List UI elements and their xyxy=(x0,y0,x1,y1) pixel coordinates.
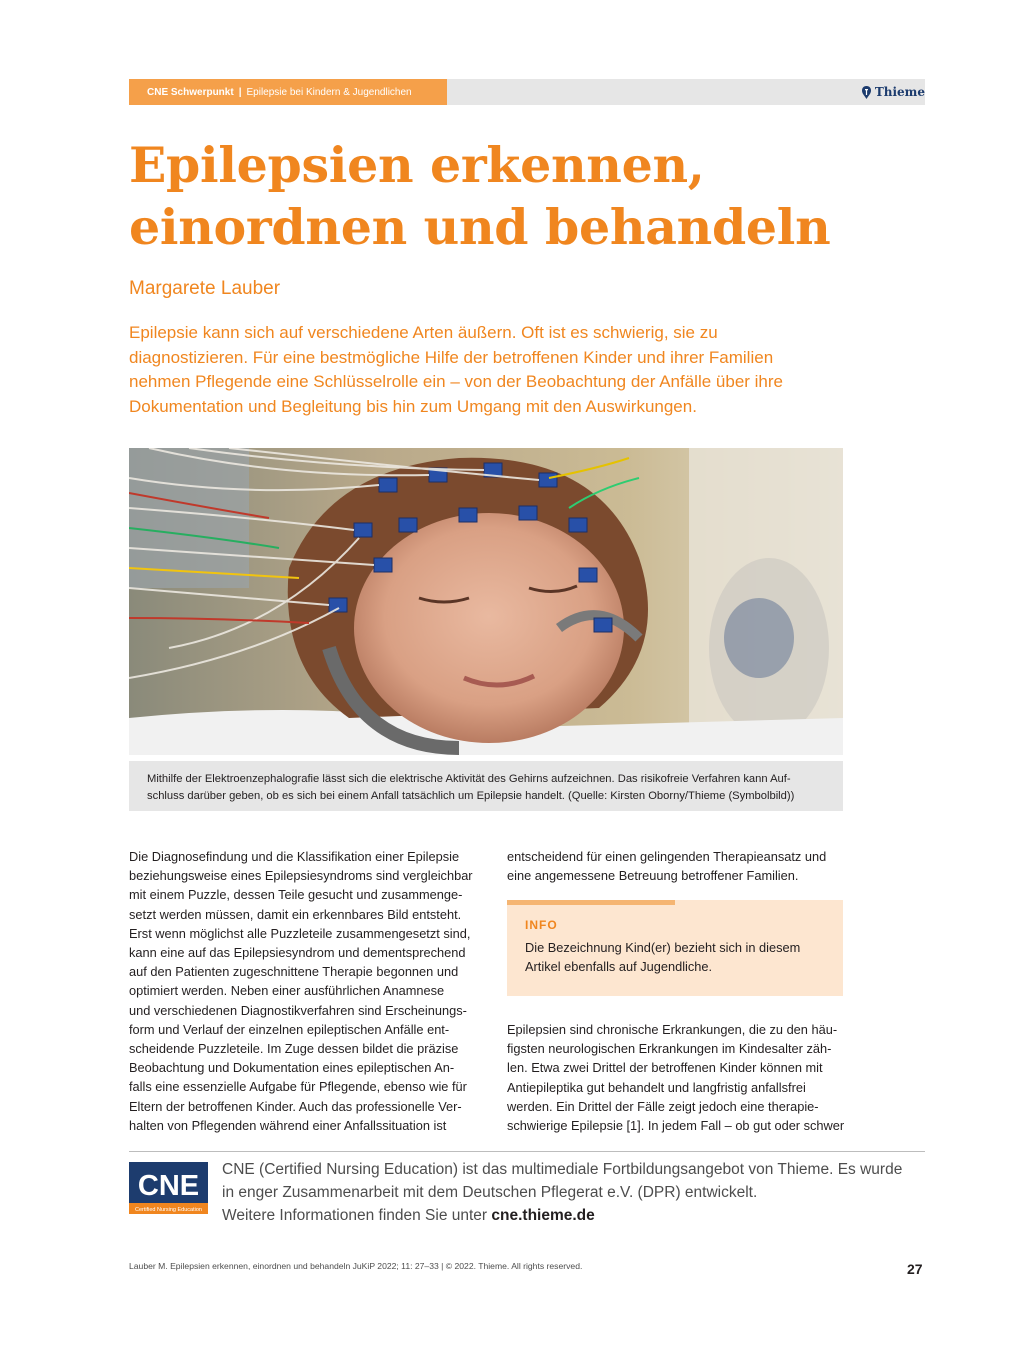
body-line: Erst wenn möglichst alle Puzzleteile zusammengesetzt sind, xyxy=(129,925,471,941)
info-box-accent-rule xyxy=(507,900,675,905)
body-line: Eltern der betroffenen Kinder. Auch das professionelle Ver- xyxy=(129,1098,462,1114)
thieme-logo-icon xyxy=(861,86,872,99)
body-line: schwierige Epilepsie [1]. In jedem Fall – ob gut oder schwer xyxy=(507,1118,845,1134)
footer-divider xyxy=(129,1151,925,1152)
title-line: Epilepsien erkennen, xyxy=(129,136,705,194)
body-line: eine angemessene Betreuung betroffener Familien. xyxy=(507,868,799,884)
section-topic: Epilepsie bei Kindern & Jugendlichen xyxy=(246,86,412,98)
body-line: Epilepsien sind chronische Erkrankungen, die zu den häu- xyxy=(507,1022,838,1037)
body-column-right-bottom xyxy=(507,1020,847,1135)
figure-caption xyxy=(129,761,843,811)
body-column-right-top xyxy=(507,847,847,885)
body-line: setzt werden müssen, damit ein erkennbares Bild entsteht. xyxy=(129,906,462,922)
info-text xyxy=(525,938,800,976)
cne-website-link[interactable]: cne.thieme.de xyxy=(491,1207,595,1224)
body-line: kann eine auf das Epilepsiesyndrom und dementsprechend xyxy=(129,945,466,961)
cne-logo xyxy=(129,1162,208,1214)
body-line: Antiepileptika gut behandelt und langfristig anfallsfrei xyxy=(507,1079,806,1095)
body-line: und verschiedenen Diagnostikverfahren sind Erscheinungs- xyxy=(129,1002,467,1018)
title-line: einordnen und behandeln xyxy=(129,198,831,256)
cne-line-prefix: Weitere Informationen finden Sie unter xyxy=(222,1207,492,1224)
thieme-brand xyxy=(861,79,925,105)
info-label: INFO xyxy=(525,918,558,932)
info-line: Artikel ebenfalls auf Jugendliche. xyxy=(525,959,713,975)
body-column-left xyxy=(129,847,473,1135)
section-separator: | xyxy=(238,86,242,98)
caption-line: Mithilfe der Elektroenzephalografie lässt sich die elektrische Aktivität des Gehirns aufzeichnen. Das risikofreie Verfahren kann Auf- xyxy=(147,773,791,785)
lead-paragraph xyxy=(129,321,849,420)
cne-line: in enger Zusammenarbeit mit dem Deutschen Pflegerat e.V. (DPR) entwickelt. xyxy=(222,1184,758,1201)
lead-line: nehmen Pflegende eine Schlüsselrolle ein – von der Beobachtung der Anfälle über ihre xyxy=(129,372,784,392)
brand-name: Thieme xyxy=(874,85,925,99)
article-title xyxy=(129,134,909,258)
body-line: werden. Ein Drittel der Fälle zeigt jedoch eine therapie- xyxy=(507,1098,819,1114)
body-line: form und Verlauf der einzelnen epileptischen Anfälle ent- xyxy=(129,1021,450,1037)
lead-line: Epilepsie kann sich auf verschiedene Arten äußern. Oft ist es schwierig, sie zu xyxy=(129,323,718,342)
cne-line: CNE (Certified Nursing Education) ist das multimediale Fortbildungsangebot von Thieme. Es wurde xyxy=(222,1161,903,1178)
eeg-photo xyxy=(129,448,843,755)
body-line: auf den Patienten zugeschnittene Therapie begonnen und xyxy=(129,964,459,980)
body-line: mit einem Puzzle, dessen Teile gesucht und zusammenge- xyxy=(129,887,463,903)
cne-description xyxy=(222,1158,922,1227)
lead-line: diagnostizieren. Für eine bestmögliche Hilfe der betroffenen Kinder und ihrer Familien xyxy=(129,347,774,367)
section-label: CNE Schwerpunkt xyxy=(147,86,234,98)
body-line: falls eine essenzielle Aufgabe für Pflegende, ebenso wie für xyxy=(129,1079,467,1095)
body-line: Beobachtung und Dokumentation eines epileptischen An- xyxy=(129,1060,455,1076)
info-line: Die Bezeichnung Kind(er) bezieht sich in diesem xyxy=(525,940,801,955)
body-line: optimiert werden. Neben einer ausführlichen Anamnese xyxy=(129,983,445,999)
body-line: halten von Pflegenden während einer Anfallssituation ist xyxy=(129,1117,447,1133)
eeg-photo-illustration xyxy=(129,448,843,755)
cne-logo-text: CNE xyxy=(137,1170,200,1202)
section-tag xyxy=(129,79,447,105)
body-line: entscheidend für einen gelingenden Therapieansatz und xyxy=(507,849,827,864)
body-line: len. Etwa zwei Drittel der betroffenen Kinder können mit xyxy=(507,1060,823,1076)
body-line: scheidende Puzzleteile. Im Zuge dessen bildet die präzise xyxy=(129,1041,459,1057)
body-line: Die Diagnosefindung und die Klassifikation einer Epilepsie xyxy=(129,849,460,864)
author-name: Margarete Lauber xyxy=(129,278,281,299)
body-line: figsten neurologischen Erkrankungen im Kindesalter zäh- xyxy=(507,1041,832,1057)
lead-line: Dokumentation und Begleitung bis hin zum Umgang mit den Auswirkungen. xyxy=(129,397,697,417)
page-number: 27 xyxy=(907,1261,923,1277)
cne-logo-subtext: Certified Nursing Education xyxy=(135,1207,202,1213)
citation: Lauber M. Epilepsien erkennen, einordnen und behandeln JuKiP 2022; 11: 27–33 | © 2022. Thieme. All rights reserved. xyxy=(129,1261,583,1271)
body-line: beziehungsweise eines Epilepsiesyndroms sind vergleichbar xyxy=(129,868,473,884)
cne-line xyxy=(222,1204,922,1227)
caption-line: schluss darüber geben, ob es sich bei einem Anfall tatsächlich um Epilepsie handelt. (Quelle: Kirsten Oborny/Thieme (Symbolbild)) xyxy=(147,790,795,802)
